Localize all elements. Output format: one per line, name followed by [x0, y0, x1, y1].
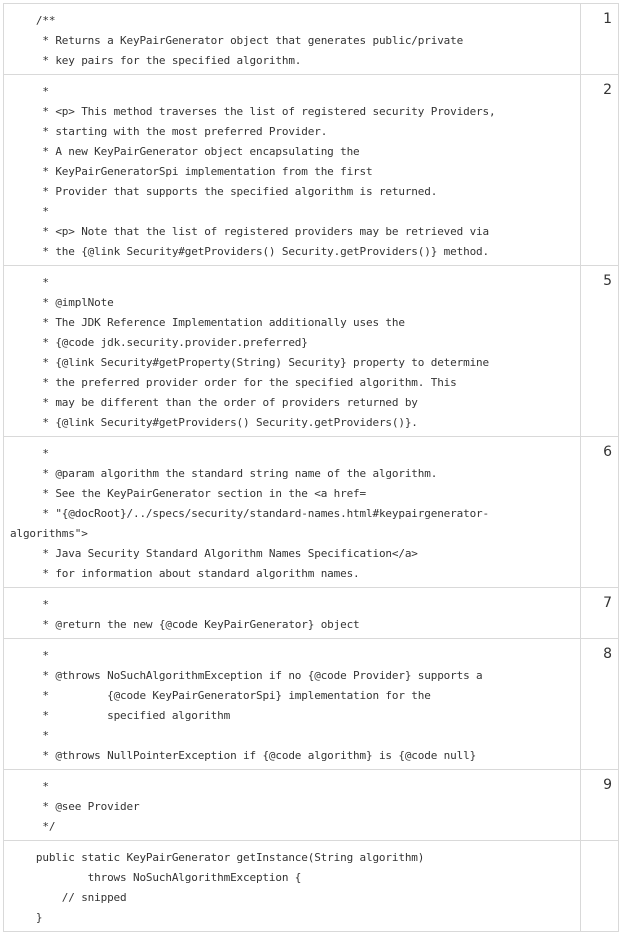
code-cell [4, 770, 581, 841]
row-number: 9 [603, 777, 612, 793]
table-row [4, 437, 619, 588]
table-row [4, 841, 619, 932]
row-number [581, 841, 618, 847]
table-row [4, 4, 619, 75]
row-number: 1 [603, 11, 612, 27]
table-row [4, 770, 619, 841]
row-number-cell [581, 770, 619, 841]
code-cell [4, 841, 581, 932]
row-number: 5 [603, 273, 612, 289]
row-number-cell [581, 437, 619, 588]
row-number-cell [581, 75, 619, 266]
row-number-cell [581, 639, 619, 770]
table-row [4, 266, 619, 437]
javadoc-table [3, 3, 619, 932]
code-cell [4, 266, 581, 437]
code-snippet: * * <p> This method traverses the list of registered security Providers, * starting with the most preferred Provider. * A new KeyPairGenerator object encapsulating the * KeyPairGeneratorSpi implementation from the first * Provider that supports the specified algorithm is returned. * * <p> Note that the list of registered providers may be retrieved via * the {@link Security#getProviders() Security.getProviders()} method. [42, 85, 496, 258]
code-snippet: /** * Returns a KeyPairGenerator object that generates public/private * key pairs for the specified algorithm. [35, 14, 464, 67]
row-number: 7 [603, 595, 612, 611]
code-snippet: public static KeyPairGenerator getInstance(String algorithm) throws NoSuchAlgorithmException { // snipped } [35, 851, 425, 924]
code-cell [4, 588, 581, 639]
code-cell [4, 437, 581, 588]
row-number-cell [581, 841, 619, 932]
code-snippet: * * @param algorithm the standard string name of the algorithm. * See the KeyPairGenerator section in the <a href= * "{@docRoot}/../specs/security/standard-names.html#keypairgenerator- algorithms"> * Java Security Standard Algorithm Names Specification</a> * for information about standard algorithm names. [10, 447, 489, 580]
row-number-cell [581, 4, 619, 75]
table-row [4, 588, 619, 639]
row-number: 6 [603, 444, 612, 460]
code-cell [4, 4, 581, 75]
code-snippet: * * @return the new {@code KeyPairGenerator} object [42, 598, 360, 631]
row-number: 8 [603, 646, 612, 662]
code-snippet: * * @implNote * The JDK Reference Implementation additionally uses the * {@code jdk.security.provider.preferred} * {@link Security#getProperty(String) Security} property to determine * the preferred provider order for the specified algorithm. This * may be different than the order of providers returned by * {@link Security#getProviders() Security.getProviders()}. [42, 276, 489, 429]
code-snippet: * * @see Provider */ [42, 780, 140, 833]
code-cell [4, 639, 581, 770]
code-cell [4, 75, 581, 266]
code-snippet: * * @throws NoSuchAlgorithmException if no {@code Provider} supports a * {@code KeyPairGeneratorSpi} implementation for the * specified algorithm * * @throws NullPointerException if {@code algorithm} is {@code null} [42, 649, 483, 762]
row-number-cell [581, 266, 619, 437]
row-number-cell [581, 588, 619, 639]
table-row [4, 639, 619, 770]
table-row [4, 75, 619, 266]
row-number: 2 [603, 82, 612, 98]
